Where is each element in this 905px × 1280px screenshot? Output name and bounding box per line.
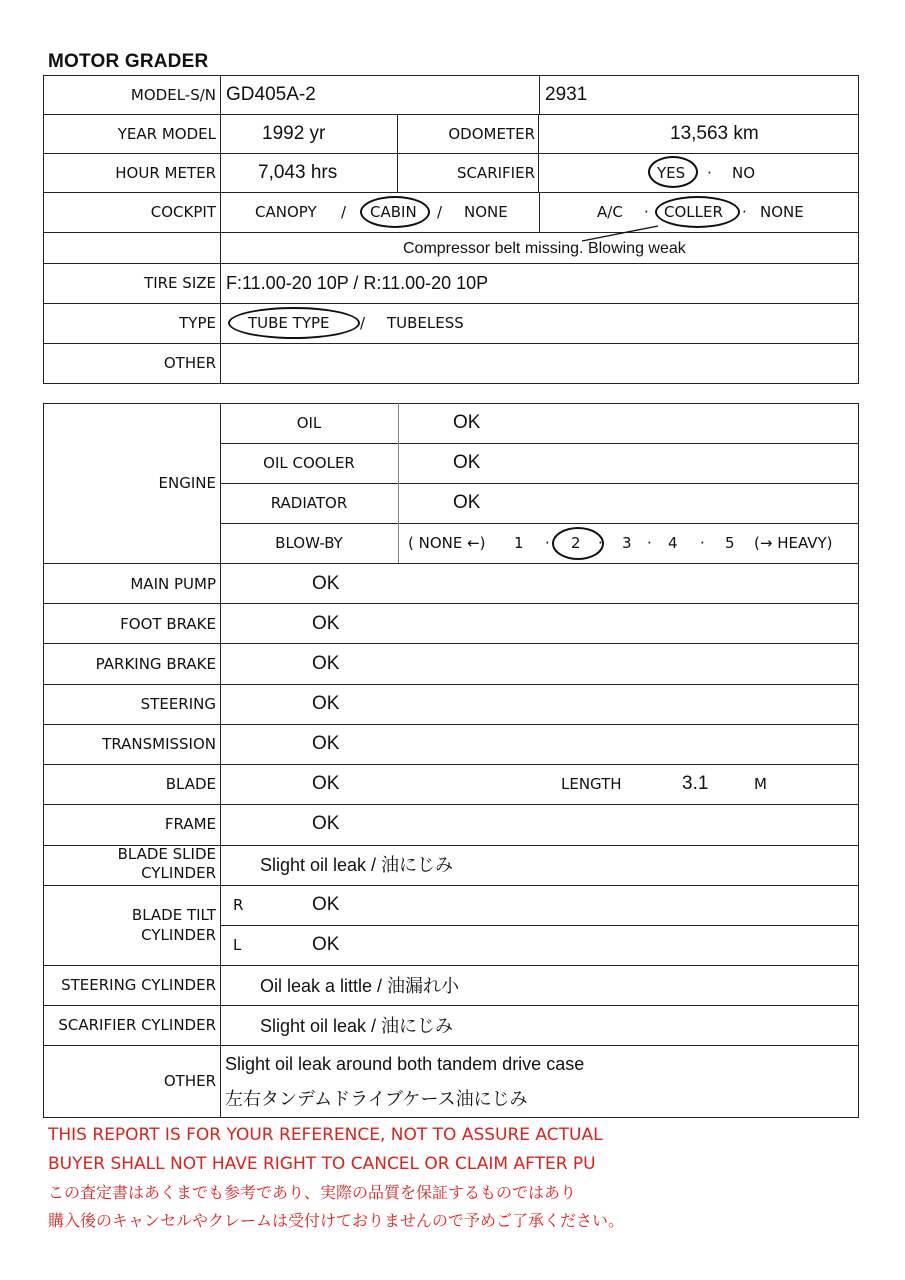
scarifier-dot: · <box>707 164 712 182</box>
scarifier-no: NO <box>732 164 756 182</box>
cockpit-slash-2: / <box>437 203 443 221</box>
blade-tilt-l-value: OK <box>312 934 340 955</box>
ac-label: A/C <box>597 203 623 221</box>
ac-note: Compressor belt missing. Blowing weak <box>403 240 686 257</box>
scarifier-yes-circle <box>648 156 698 188</box>
radiator-label: RADIATOR <box>270 494 348 512</box>
cockpit-slash-1: / <box>341 203 347 221</box>
oil-value: OK <box>453 412 481 433</box>
blowby-dot-3: · <box>647 534 652 552</box>
ac-none: NONE <box>760 203 804 221</box>
foot-brake-label: FOOT BRAKE <box>120 615 216 633</box>
disclaimer-line-1: THIS REPORT IS FOR YOUR REFERENCE, NOT TO ASSURE ACTUAL <box>48 1125 603 1145</box>
cockpit-canopy: CANOPY <box>255 203 317 221</box>
radiator-value: OK <box>453 492 481 513</box>
transmission-label: TRANSMISSION <box>102 735 216 753</box>
blowby-dot-4: · <box>700 534 705 552</box>
scarifier-yes: YES <box>657 164 686 182</box>
blowby-4: 4 <box>668 534 678 552</box>
ac-dot-1: · <box>644 203 649 221</box>
model-sn-label: MODEL-S/N <box>130 86 216 104</box>
type-tube: TUBE TYPE <box>248 314 330 332</box>
blowby-5: 5 <box>725 534 735 552</box>
parking-brake-value: OK <box>312 653 340 674</box>
ac-dot-2: · <box>742 203 747 221</box>
steering-value: OK <box>312 693 340 714</box>
blade-slide-cyl-value: Slight oil leak / 油にじみ <box>260 855 454 875</box>
blowby-selected-circle <box>552 527 604 560</box>
blade-slide-cyl-label-2: CYLINDER <box>141 864 216 882</box>
type-slash: / <box>360 314 366 332</box>
blade-tilt-r-label: R <box>233 896 244 914</box>
blowby-heavy: (→ HEAVY) <box>754 534 833 552</box>
odometer-value: 13,563 km <box>670 123 759 144</box>
transmission-value: OK <box>312 733 340 754</box>
steering-label: STEERING <box>140 695 216 713</box>
frame-value: OK <box>312 813 340 834</box>
scarifier-cyl-label: SCARIFIER CYLINDER <box>58 1016 216 1034</box>
blade-length-value: 3.1 <box>682 773 709 794</box>
cockpit-none: NONE <box>464 203 508 221</box>
blowby-1: 1 <box>514 534 524 552</box>
blade-tilt-l-label: L <box>233 936 242 954</box>
steering-cyl-label: STEERING CYLINDER <box>61 976 216 994</box>
other-line-1: Slight oil leak around both tandem drive case <box>225 1054 585 1074</box>
blade-tilt-r-value: OK <box>312 894 340 915</box>
blade-value: OK <box>312 773 340 794</box>
engine-label: ENGINE <box>158 474 216 492</box>
blade-length-unit: M <box>754 775 767 793</box>
main-pump-value: OK <box>312 573 340 594</box>
other-line-2: 左右タンデムドライブケース油にじみ <box>225 1089 528 1109</box>
cockpit-label: COCKPIT <box>150 203 216 221</box>
scarifier-label: SCARIFIER <box>456 164 535 182</box>
ac-coller: COLLER <box>664 203 723 221</box>
blade-length-label: LENGTH <box>561 775 622 793</box>
oil-label: OIL <box>296 414 322 432</box>
document-title: MOTOR GRADER <box>48 51 209 72</box>
disclaimer-line-2: BUYER SHALL NOT HAVE RIGHT TO CANCEL OR CLAIM AFTER PU <box>48 1154 596 1174</box>
cockpit-cabin-circle <box>360 196 430 228</box>
model-value: GD405A-2 <box>226 84 316 105</box>
inspection-table <box>43 403 859 1118</box>
blade-label: BLADE <box>165 775 216 793</box>
type-tube-circle <box>228 307 360 339</box>
parking-brake-label: PARKING BRAKE <box>95 655 216 673</box>
type-tubeless: TUBELESS <box>387 314 464 332</box>
blowby-dot-1: · <box>545 534 550 552</box>
disclaimer-line-3: この査定書はあくまでも参考であり、実際の品質を保証するものではあり <box>48 1183 577 1202</box>
tire-size-value: F:11.00-20 10P / R:11.00-20 10P <box>226 273 489 293</box>
foot-brake-value: OK <box>312 613 340 634</box>
year-model-label: YEAR MODEL <box>117 125 216 143</box>
blowby-2: 2 <box>571 534 581 552</box>
blowby-3: 3 <box>622 534 632 552</box>
disclaimer-block <box>46 1123 611 1208</box>
blade-slide-cyl-label-1: BLADE SLIDE <box>117 845 216 863</box>
scarifier-cyl-value: Slight oil leak / 油にじみ <box>260 1016 454 1036</box>
serial-value: 2931 <box>545 84 588 105</box>
disclaimer-line-4: 購入後のキャンセルやクレームは受付けておりませんので予めご了承ください。 <box>48 1211 625 1230</box>
type-label: TYPE <box>179 314 216 332</box>
other-label: OTHER <box>163 1072 216 1090</box>
odometer-label: ODOMETER <box>448 125 535 143</box>
frame-label: FRAME <box>164 815 216 833</box>
blade-tilt-cyl-label-1: BLADE TILT <box>131 906 216 924</box>
hour-meter-label: HOUR METER <box>115 164 216 182</box>
blowby-dot-2: · <box>598 534 603 552</box>
oil-cooler-value: OK <box>453 452 481 473</box>
year-value: 1992 yr <box>262 123 326 144</box>
cockpit-cabin: CABIN <box>370 203 417 221</box>
hours-value: 7,043 hrs <box>258 162 338 183</box>
tire-size-label: TIRE SIZE <box>144 274 216 292</box>
blowby-label: BLOW-BY <box>275 534 343 552</box>
oil-cooler-label: OIL COOLER <box>263 454 355 472</box>
blowby-none: ( NONE ←) <box>408 534 486 552</box>
blade-tilt-cyl-label-2: CYLINDER <box>141 926 216 944</box>
main-pump-label: MAIN PUMP <box>130 575 216 593</box>
top-other-label: OTHER <box>163 354 216 372</box>
steering-cyl-value: Oil leak a little / 油漏れ小 <box>260 976 460 996</box>
